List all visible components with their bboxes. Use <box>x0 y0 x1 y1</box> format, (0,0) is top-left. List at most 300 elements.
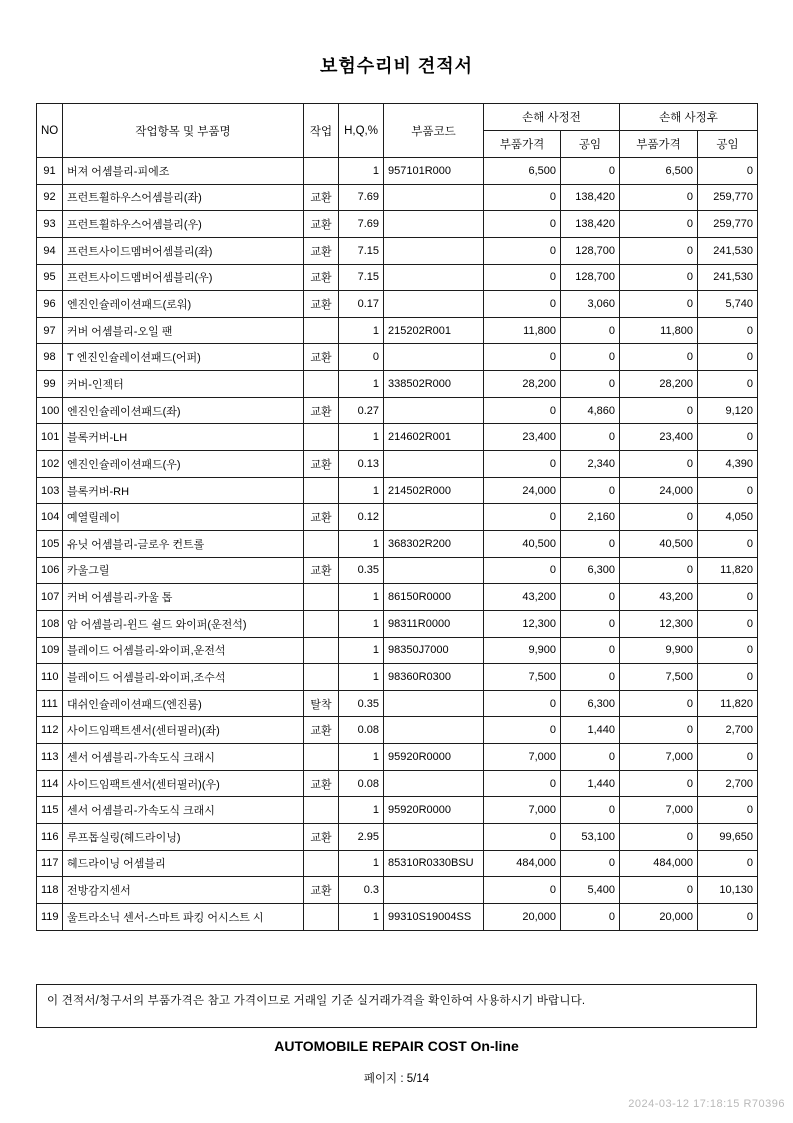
row-before-part-price: 7,000 <box>484 744 561 771</box>
row-before-part-price: 0 <box>484 557 561 584</box>
row-hq-percent: 1 <box>339 317 384 344</box>
header-before-part-price: 부품가격 <box>484 131 561 158</box>
row-part-code <box>384 504 484 531</box>
row-part-name: 버져 어셈블리-피에조 <box>63 158 304 185</box>
row-work-type <box>304 903 339 930</box>
row-before-labor: 0 <box>561 664 620 691</box>
table-row <box>37 717 758 744</box>
row-part-name: 엔진인슐레이션패드(우) <box>63 451 304 478</box>
table-row <box>37 690 758 717</box>
header-before-labor: 공임 <box>561 131 620 158</box>
row-before-labor: 1,440 <box>561 717 620 744</box>
row-before-part-price: 24,000 <box>484 477 561 504</box>
row-hq-percent: 1 <box>339 850 384 877</box>
table-row <box>37 850 758 877</box>
row-no: 93 <box>37 211 63 238</box>
row-before-part-price: 0 <box>484 451 561 478</box>
row-before-part-price: 6,500 <box>484 158 561 185</box>
row-before-part-price: 0 <box>484 184 561 211</box>
row-after-labor: 0 <box>698 530 758 557</box>
row-work-type: 교환 <box>304 291 339 318</box>
row-part-name: 블록커버-RH <box>63 477 304 504</box>
table-row <box>37 291 758 318</box>
row-no: 112 <box>37 717 63 744</box>
row-part-name: 대쉬인슐레이션패드(엔진룸) <box>63 690 304 717</box>
row-work-type: 교환 <box>304 264 339 291</box>
row-after-labor: 259,770 <box>698 184 758 211</box>
row-before-labor: 0 <box>561 477 620 504</box>
row-after-part-price: 0 <box>620 264 698 291</box>
row-before-labor: 138,420 <box>561 184 620 211</box>
header-after-assessment: 손해 사정후 <box>620 104 758 131</box>
row-before-part-price: 40,500 <box>484 530 561 557</box>
row-after-labor: 0 <box>698 158 758 185</box>
row-part-code <box>384 690 484 717</box>
row-after-part-price: 484,000 <box>620 850 698 877</box>
row-before-part-price: 0 <box>484 770 561 797</box>
row-after-part-price: 0 <box>620 877 698 904</box>
row-before-labor: 0 <box>561 903 620 930</box>
row-part-code <box>384 397 484 424</box>
row-after-labor: 0 <box>698 424 758 451</box>
row-before-labor: 53,100 <box>561 824 620 851</box>
row-after-part-price: 0 <box>620 690 698 717</box>
row-after-labor: 11,820 <box>698 690 758 717</box>
table-row <box>37 744 758 771</box>
row-work-type <box>304 744 339 771</box>
table-body <box>37 158 758 931</box>
row-work-type <box>304 317 339 344</box>
row-after-part-price: 7,500 <box>620 664 698 691</box>
row-after-labor: 0 <box>698 584 758 611</box>
row-before-part-price: 0 <box>484 344 561 371</box>
row-hq-percent: 1 <box>339 371 384 398</box>
row-before-labor: 4,860 <box>561 397 620 424</box>
page-number: 페이지 : 5/14 <box>363 1073 430 1085</box>
row-before-part-price: 0 <box>484 237 561 264</box>
row-part-name: 프런트휠하우스어셈블리(좌) <box>63 184 304 211</box>
row-hq-percent: 1 <box>339 158 384 185</box>
table-row <box>37 211 758 238</box>
row-work-type <box>304 584 339 611</box>
row-part-code <box>384 451 484 478</box>
row-no: 119 <box>37 903 63 930</box>
row-hq-percent: 0 <box>339 344 384 371</box>
row-before-labor: 2,340 <box>561 451 620 478</box>
row-part-name: 카울그릴 <box>63 557 304 584</box>
row-part-name: 블레이드 어셈블리-와이퍼,조수석 <box>63 664 304 691</box>
row-part-code: 368302R200 <box>384 530 484 557</box>
row-after-labor: 10,130 <box>698 877 758 904</box>
row-part-code <box>384 770 484 797</box>
row-no: 109 <box>37 637 63 664</box>
row-work-type: 교환 <box>304 397 339 424</box>
table-header <box>37 104 758 158</box>
row-after-labor: 259,770 <box>698 211 758 238</box>
row-part-name: 헤드라이닝 어셈블리 <box>63 850 304 877</box>
row-before-part-price: 20,000 <box>484 903 561 930</box>
row-before-labor: 0 <box>561 744 620 771</box>
row-part-name: 커버-인젝터 <box>63 371 304 398</box>
row-work-type: 교환 <box>304 717 339 744</box>
row-hq-percent: 7.69 <box>339 184 384 211</box>
row-part-code: 215202R001 <box>384 317 484 344</box>
row-after-labor: 241,530 <box>698 237 758 264</box>
row-before-part-price: 0 <box>484 877 561 904</box>
row-no: 98 <box>37 344 63 371</box>
row-part-name: 예열릴레이 <box>63 504 304 531</box>
row-hq-percent: 0.27 <box>339 397 384 424</box>
row-after-part-price: 40,500 <box>620 530 698 557</box>
row-after-part-price: 0 <box>620 824 698 851</box>
row-work-type <box>304 637 339 664</box>
row-before-part-price: 0 <box>484 211 561 238</box>
table-row <box>37 237 758 264</box>
row-part-code <box>384 211 484 238</box>
row-part-name: 울트라소닉 센서-스마트 파킹 어시스트 시 <box>63 903 304 930</box>
row-work-type: 교환 <box>304 451 339 478</box>
table-row <box>37 610 758 637</box>
row-after-part-price: 9,900 <box>620 637 698 664</box>
row-after-labor: 5,740 <box>698 291 758 318</box>
table-row <box>37 797 758 824</box>
row-after-part-price: 0 <box>620 291 698 318</box>
service-name: AUTOMOBILE REPAIR COST On-line <box>274 1038 519 1054</box>
row-hq-percent: 0.35 <box>339 690 384 717</box>
row-hq-percent: 1 <box>339 664 384 691</box>
row-before-labor: 2,160 <box>561 504 620 531</box>
row-no: 106 <box>37 557 63 584</box>
row-part-name: 사이드임팩트센서(센터필러)(좌) <box>63 717 304 744</box>
table-row <box>37 877 758 904</box>
row-part-name: 블레이드 어셈블리-와이퍼,운전석 <box>63 637 304 664</box>
row-no: 108 <box>37 610 63 637</box>
row-no: 117 <box>37 850 63 877</box>
row-before-part-price: 0 <box>484 717 561 744</box>
row-part-code: 214602R001 <box>384 424 484 451</box>
header-after-labor: 공임 <box>698 131 758 158</box>
row-no: 94 <box>37 237 63 264</box>
row-part-code: 98360R0300 <box>384 664 484 691</box>
row-part-name: 커버 어셈블리-오일 팬 <box>63 317 304 344</box>
row-work-type: 교환 <box>304 557 339 584</box>
row-part-name: 엔진인슐레이션패드(좌) <box>63 397 304 424</box>
row-work-type: 탈착 <box>304 690 339 717</box>
row-part-code <box>384 824 484 851</box>
row-hq-percent: 0.08 <box>339 717 384 744</box>
row-after-labor: 0 <box>698 664 758 691</box>
row-before-labor: 0 <box>561 610 620 637</box>
table-row <box>37 371 758 398</box>
row-after-labor: 99,650 <box>698 824 758 851</box>
row-work-type: 교환 <box>304 184 339 211</box>
row-before-labor: 0 <box>561 584 620 611</box>
row-hq-percent: 1 <box>339 530 384 557</box>
table-row <box>37 184 758 211</box>
row-hq-percent: 7.69 <box>339 211 384 238</box>
row-before-labor: 1,440 <box>561 770 620 797</box>
row-before-part-price: 7,500 <box>484 664 561 691</box>
row-part-code: 214502R000 <box>384 477 484 504</box>
row-after-labor: 11,820 <box>698 557 758 584</box>
row-part-code: 86150R0000 <box>384 584 484 611</box>
row-part-name: 사이드임팩트센서(센터필러)(우) <box>63 770 304 797</box>
row-work-type: 교환 <box>304 877 339 904</box>
row-hq-percent: 0.08 <box>339 770 384 797</box>
table-row <box>37 903 758 930</box>
row-part-code: 85310R0330BSU <box>384 850 484 877</box>
row-after-labor: 0 <box>698 797 758 824</box>
row-no: 101 <box>37 424 63 451</box>
row-after-part-price: 0 <box>620 717 698 744</box>
row-work-type <box>304 664 339 691</box>
row-part-code <box>384 184 484 211</box>
row-before-part-price: 11,800 <box>484 317 561 344</box>
row-after-part-price: 24,000 <box>620 477 698 504</box>
row-part-name: 센서 어셈블리-가속도식 크래시 <box>63 797 304 824</box>
row-before-labor: 5,400 <box>561 877 620 904</box>
row-work-type: 교환 <box>304 504 339 531</box>
price-disclaimer-box <box>36 984 757 1028</box>
row-after-part-price: 11,800 <box>620 317 698 344</box>
row-after-part-price: 28,200 <box>620 371 698 398</box>
row-part-code: 98350J7000 <box>384 637 484 664</box>
row-work-type <box>304 158 339 185</box>
table-row <box>37 344 758 371</box>
row-no: 99 <box>37 371 63 398</box>
row-after-labor: 0 <box>698 637 758 664</box>
header-work: 작업 <box>304 104 339 158</box>
row-part-code: 95920R0000 <box>384 797 484 824</box>
table-row <box>37 317 758 344</box>
row-after-labor: 9,120 <box>698 397 758 424</box>
row-before-part-price: 0 <box>484 690 561 717</box>
row-work-type <box>304 424 339 451</box>
row-before-part-price: 23,400 <box>484 424 561 451</box>
table-row <box>37 770 758 797</box>
row-after-labor: 0 <box>698 610 758 637</box>
row-hq-percent: 0.35 <box>339 557 384 584</box>
row-work-type: 교환 <box>304 344 339 371</box>
row-before-labor: 0 <box>561 371 620 398</box>
row-part-code <box>384 717 484 744</box>
row-after-part-price: 0 <box>620 557 698 584</box>
row-work-type <box>304 371 339 398</box>
row-after-labor: 0 <box>698 903 758 930</box>
row-no: 118 <box>37 877 63 904</box>
row-after-part-price: 0 <box>620 451 698 478</box>
row-before-part-price: 12,300 <box>484 610 561 637</box>
row-no: 110 <box>37 664 63 691</box>
row-hq-percent: 0.12 <box>339 504 384 531</box>
row-before-part-price: 0 <box>484 291 561 318</box>
row-after-part-price: 0 <box>620 184 698 211</box>
row-no: 92 <box>37 184 63 211</box>
row-part-name: T 엔진인슐레이션패드(어퍼) <box>63 344 304 371</box>
table-row <box>37 824 758 851</box>
row-before-part-price: 43,200 <box>484 584 561 611</box>
table-row <box>37 664 758 691</box>
row-after-labor: 2,700 <box>698 770 758 797</box>
header-before-assessment: 손해 사정전 <box>484 104 620 131</box>
row-part-code <box>384 557 484 584</box>
row-no: 104 <box>37 504 63 531</box>
row-after-labor: 4,050 <box>698 504 758 531</box>
table-row <box>37 397 758 424</box>
row-before-labor: 128,700 <box>561 237 620 264</box>
row-work-type <box>304 530 339 557</box>
row-hq-percent: 1 <box>339 744 384 771</box>
row-hq-percent: 0.3 <box>339 877 384 904</box>
row-part-name: 엔진인슐레이션패드(로워) <box>63 291 304 318</box>
row-part-code <box>384 344 484 371</box>
header-after-part-price: 부품가격 <box>620 131 698 158</box>
table-row <box>37 158 758 185</box>
row-after-part-price: 43,200 <box>620 584 698 611</box>
row-part-name: 커버 어셈블리-카울 톱 <box>63 584 304 611</box>
row-after-part-price: 12,300 <box>620 610 698 637</box>
row-work-type <box>304 850 339 877</box>
row-no: 100 <box>37 397 63 424</box>
row-before-labor: 0 <box>561 797 620 824</box>
row-after-labor: 0 <box>698 371 758 398</box>
header-hq: H,Q,% <box>339 104 384 158</box>
row-before-labor: 128,700 <box>561 264 620 291</box>
row-part-name: 프런트사이드멤버어셈블리(좌) <box>63 237 304 264</box>
row-after-part-price: 0 <box>620 397 698 424</box>
row-after-part-price: 20,000 <box>620 903 698 930</box>
row-after-labor: 0 <box>698 850 758 877</box>
row-part-code: 338502R000 <box>384 371 484 398</box>
row-no: 97 <box>37 317 63 344</box>
header-item: 작업항목 및 부품명 <box>63 104 304 158</box>
row-before-part-price: 7,000 <box>484 797 561 824</box>
row-before-part-price: 28,200 <box>484 371 561 398</box>
row-part-name: 프런트사이드멤버어셈블리(우) <box>63 264 304 291</box>
row-before-labor: 0 <box>561 530 620 557</box>
row-after-part-price: 0 <box>620 504 698 531</box>
row-hq-percent: 1 <box>339 637 384 664</box>
row-before-labor: 6,300 <box>561 690 620 717</box>
row-no: 96 <box>37 291 63 318</box>
row-no: 105 <box>37 530 63 557</box>
print-timestamp: 2024-03-12 17:18:15 R70396 <box>628 1098 785 1110</box>
table-row <box>37 637 758 664</box>
row-after-labor: 0 <box>698 317 758 344</box>
row-after-part-price: 0 <box>620 344 698 371</box>
row-before-part-price: 0 <box>484 824 561 851</box>
row-hq-percent: 1 <box>339 584 384 611</box>
row-hq-percent: 1 <box>339 797 384 824</box>
row-no: 103 <box>37 477 63 504</box>
row-hq-percent: 0.17 <box>339 291 384 318</box>
row-part-code <box>384 877 484 904</box>
header-part-code: 부품코드 <box>384 104 484 158</box>
row-part-name: 유닛 어셈블리-글로우 컨트롤 <box>63 530 304 557</box>
row-after-part-price: 7,000 <box>620 797 698 824</box>
row-part-code <box>384 291 484 318</box>
table-row <box>37 264 758 291</box>
row-after-labor: 4,390 <box>698 451 758 478</box>
row-hq-percent: 1 <box>339 477 384 504</box>
row-after-part-price: 0 <box>620 211 698 238</box>
row-no: 114 <box>37 770 63 797</box>
row-after-labor: 0 <box>698 477 758 504</box>
row-after-part-price: 7,000 <box>620 744 698 771</box>
row-before-labor: 138,420 <box>561 211 620 238</box>
row-after-labor: 0 <box>698 344 758 371</box>
row-part-name: 프런트휠하우스어셈블리(우) <box>63 211 304 238</box>
row-before-labor: 3,060 <box>561 291 620 318</box>
price-disclaimer-text: 이 견적서/청구서의 부품가격은 참고 가격이므로 거래일 기준 실거래가격을 확인하여 사용하시기 바랍니다. <box>47 995 586 1007</box>
row-part-code: 95920R0000 <box>384 744 484 771</box>
row-no: 107 <box>37 584 63 611</box>
header-no: NO <box>37 104 63 158</box>
row-no: 116 <box>37 824 63 851</box>
row-before-labor: 0 <box>561 317 620 344</box>
row-no: 115 <box>37 797 63 824</box>
row-part-code <box>384 264 484 291</box>
row-hq-percent: 1 <box>339 610 384 637</box>
row-before-labor: 0 <box>561 344 620 371</box>
row-after-labor: 241,530 <box>698 264 758 291</box>
row-before-labor: 6,300 <box>561 557 620 584</box>
row-hq-percent: 2.95 <box>339 824 384 851</box>
row-after-part-price: 6,500 <box>620 158 698 185</box>
row-no: 111 <box>37 690 63 717</box>
row-before-part-price: 0 <box>484 504 561 531</box>
row-before-part-price: 9,900 <box>484 637 561 664</box>
row-after-part-price: 23,400 <box>620 424 698 451</box>
table-row <box>37 424 758 451</box>
row-after-labor: 0 <box>698 744 758 771</box>
row-no: 102 <box>37 451 63 478</box>
row-part-name: 센서 어셈블리-가속도식 크래시 <box>63 744 304 771</box>
table-row <box>37 584 758 611</box>
row-work-type: 교환 <box>304 237 339 264</box>
table-row <box>37 504 758 531</box>
row-no: 95 <box>37 264 63 291</box>
row-part-code <box>384 237 484 264</box>
page-title: 보험수리비 견적서 <box>319 56 474 76</box>
row-before-labor: 0 <box>561 424 620 451</box>
row-part-code: 99310S19004SS <box>384 903 484 930</box>
row-hq-percent: 7.15 <box>339 237 384 264</box>
row-hq-percent: 1 <box>339 424 384 451</box>
table-row <box>37 477 758 504</box>
row-no: 91 <box>37 158 63 185</box>
row-part-name: 블록커버-LH <box>63 424 304 451</box>
row-part-name: 루프톱실링(헤드라이닝) <box>63 824 304 851</box>
row-hq-percent: 1 <box>339 903 384 930</box>
row-part-name: 전방감지센서 <box>63 877 304 904</box>
row-work-type: 교환 <box>304 211 339 238</box>
row-work-type <box>304 797 339 824</box>
row-hq-percent: 0.13 <box>339 451 384 478</box>
row-before-labor: 0 <box>561 850 620 877</box>
row-no: 113 <box>37 744 63 771</box>
row-part-code: 98311R0000 <box>384 610 484 637</box>
row-before-labor: 0 <box>561 637 620 664</box>
row-before-part-price: 0 <box>484 264 561 291</box>
row-hq-percent: 7.15 <box>339 264 384 291</box>
row-before-labor: 0 <box>561 158 620 185</box>
row-part-code: 957101R000 <box>384 158 484 185</box>
row-work-type <box>304 477 339 504</box>
estimate-table <box>36 103 758 931</box>
row-before-part-price: 484,000 <box>484 850 561 877</box>
row-work-type: 교환 <box>304 824 339 851</box>
